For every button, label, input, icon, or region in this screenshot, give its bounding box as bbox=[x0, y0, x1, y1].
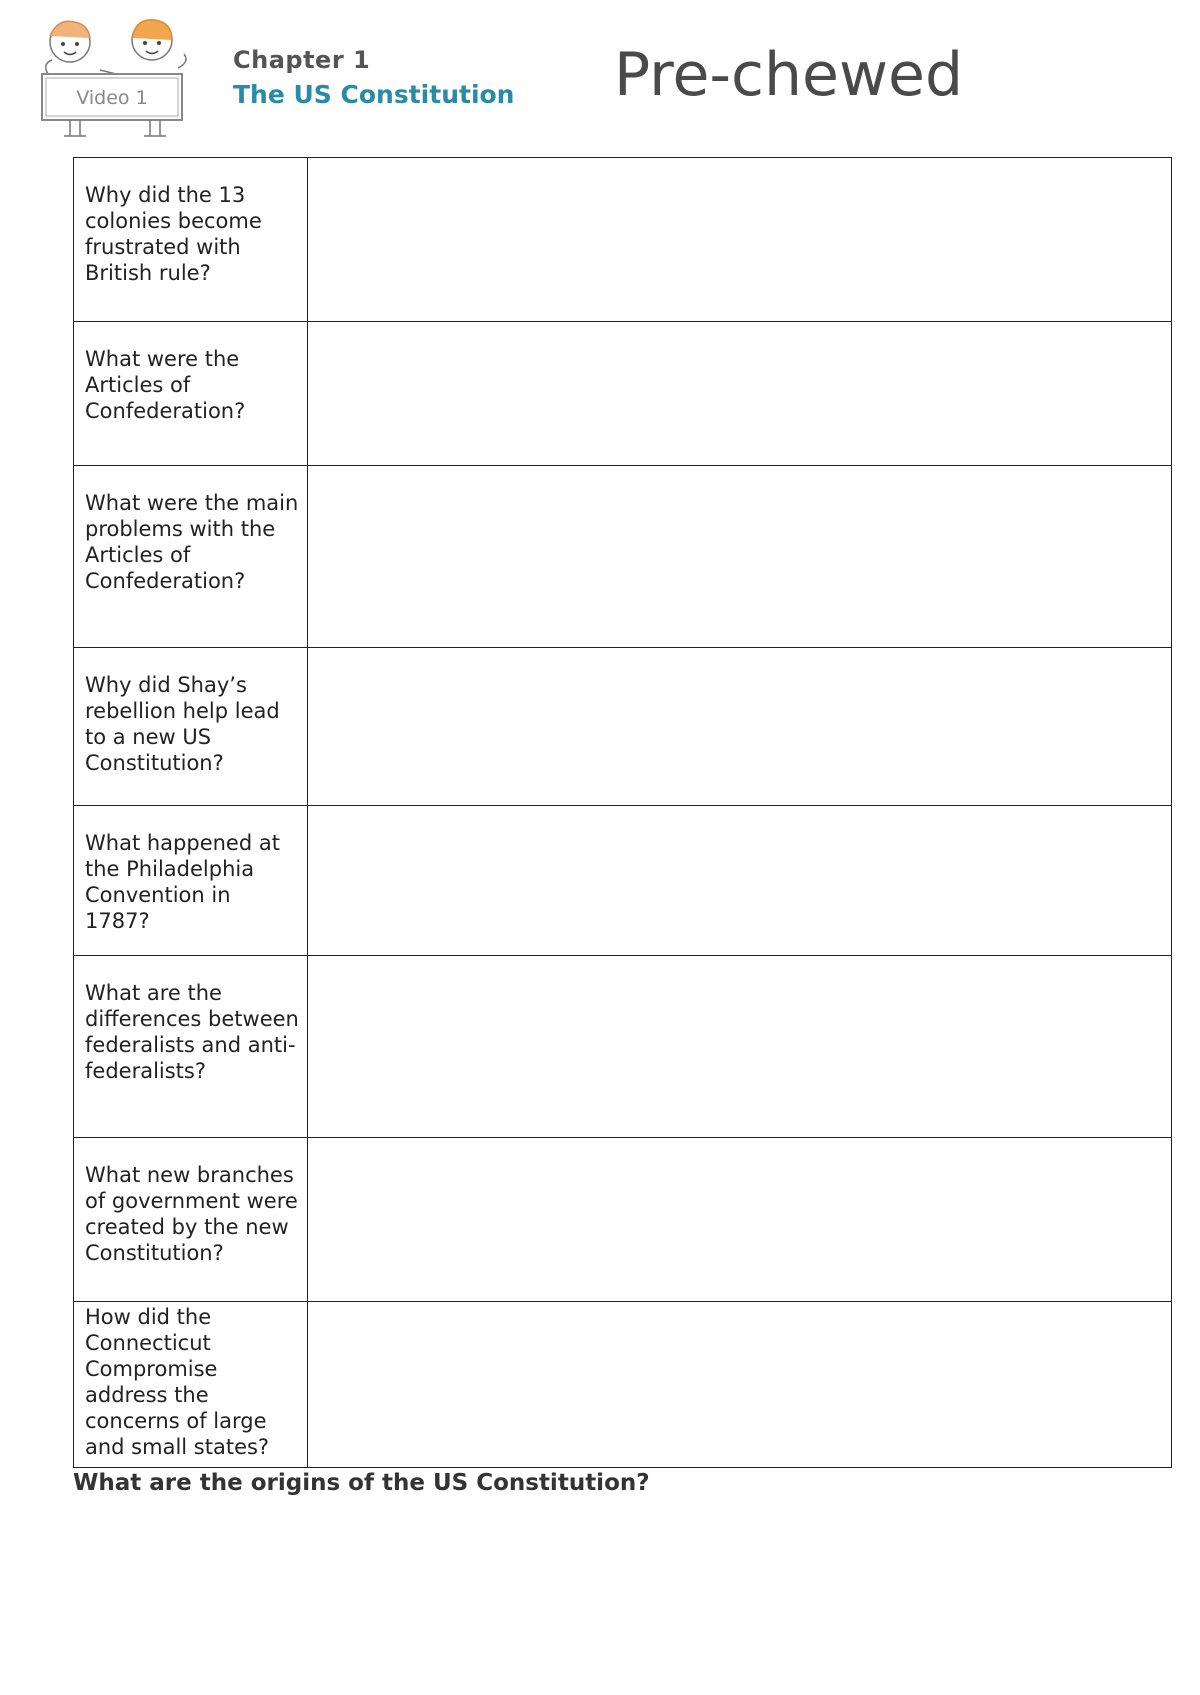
question-cell bbox=[74, 956, 308, 1138]
question-text: What happened at the Philadelphia Convention in 1787? bbox=[85, 831, 280, 933]
question-cell bbox=[74, 158, 308, 322]
answer-cell[interactable] bbox=[308, 806, 1172, 956]
chapter-label: Chapter 1 bbox=[233, 46, 371, 74]
answer-cell[interactable] bbox=[308, 466, 1172, 648]
video-logo bbox=[40, 14, 195, 139]
question-cell bbox=[74, 806, 308, 956]
question-table bbox=[73, 157, 1172, 1468]
page-title: Pre-chewed bbox=[614, 40, 964, 110]
answer-cell[interactable] bbox=[308, 956, 1172, 1138]
question-row bbox=[74, 806, 1172, 956]
answer-cell[interactable] bbox=[308, 1138, 1172, 1302]
question-row bbox=[74, 322, 1172, 466]
question-cell bbox=[74, 322, 308, 466]
question-text: What new branches of government were created by the new Constitution? bbox=[85, 1163, 298, 1265]
answer-cell[interactable] bbox=[308, 648, 1172, 806]
question-text: What were the Articles of Confederation? bbox=[85, 347, 246, 423]
question-text: How did the Connecticut Compromise address the concerns of large and small states? bbox=[85, 1305, 270, 1459]
question-text: Why did the 13 colonies become frustrated with British rule? bbox=[85, 183, 262, 285]
answer-cell[interactable] bbox=[308, 158, 1172, 322]
answer-cell[interactable] bbox=[308, 322, 1172, 466]
question-cell bbox=[74, 1138, 308, 1302]
question-row bbox=[74, 158, 1172, 322]
question-text: What are the differences between federalists and anti-federalists? bbox=[85, 981, 299, 1083]
header-block bbox=[233, 46, 514, 109]
question-row bbox=[74, 956, 1172, 1138]
question-cell bbox=[74, 648, 308, 806]
question-cell bbox=[74, 1302, 308, 1468]
chapter-subtitle: The US Constitution bbox=[233, 80, 515, 109]
question-row bbox=[74, 1138, 1172, 1302]
question-cell bbox=[74, 466, 308, 648]
logo-label: Video 1 bbox=[76, 87, 148, 109]
question-text: Why did Shay’s rebellion help lead to a new US Constitution? bbox=[85, 673, 280, 775]
main-question: What are the origins of the US Constitution? bbox=[73, 1470, 650, 1496]
answer-cell[interactable] bbox=[308, 1302, 1172, 1468]
question-text: What were the main problems with the Articles of Confederation? bbox=[85, 491, 299, 593]
question-row bbox=[74, 466, 1172, 648]
kids-sign-icon bbox=[40, 14, 195, 139]
question-row bbox=[74, 1302, 1172, 1468]
question-row bbox=[74, 648, 1172, 806]
